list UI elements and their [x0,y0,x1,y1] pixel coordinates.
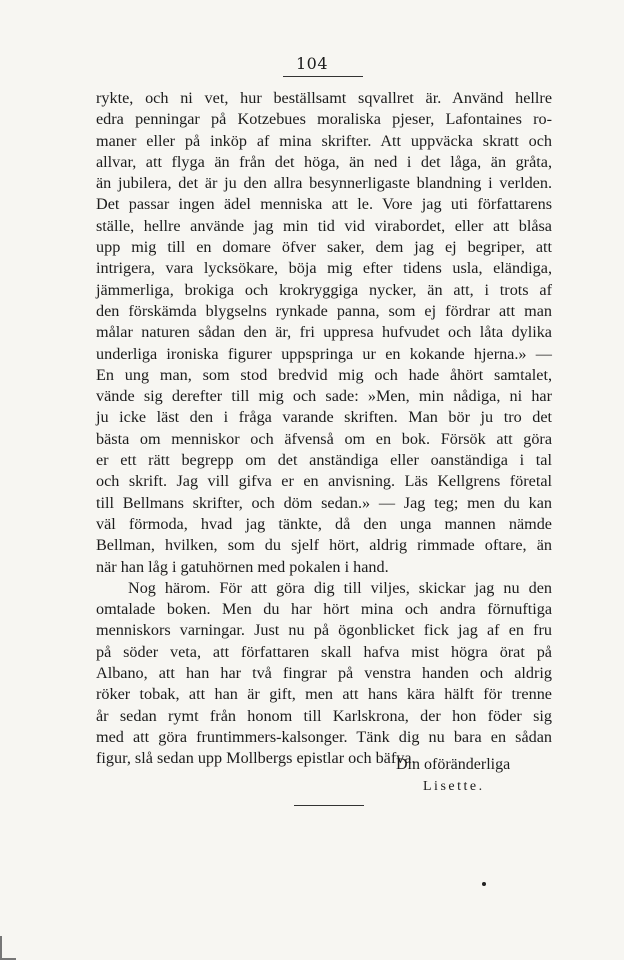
text-line: till Bellmans skrifter, och döm sedan.» — Jag teg; men du kan [96,493,552,512]
text-line: intrigera, vara lycksökare, böja mig efter tidens usla, eländiga, [96,259,552,278]
text-line: bästa om menniskor och äfvenså om en bok. Försök att göra [96,429,552,448]
text-line: ställe, hellre använde jag min tid vid virabordet, eller att blåsa [96,216,552,235]
text-line: Det passar ingen ädel menniska att le. Vore jag uti författarens [96,195,552,214]
page-number: 104 [295,54,329,73]
text-line: edra penningar på Kotzebues moraliska pjeser, Lafontaines ro- [96,110,552,129]
signature-name: Lisette. [423,779,485,794]
header-rule [283,76,363,77]
text-line: er ett rätt begrepp om det anständiga eller oanständiga i tal [96,451,552,470]
text-line: menniskors varningar. Just nu på ögonblicket fick jag af en fru [96,621,552,640]
text-line: jämmerliga, brokiga och krokryggiga nycker, än att, i trots af [96,280,552,299]
text-line: Bellman, hvilken, som du sjelf hört, aldrig rimmade oftare, än [96,536,552,555]
text-line: maner eller på inköp af mina skrifter. Att uppväcka skratt och [96,131,552,150]
text-line: Nog härom. För att göra dig till viljes, skickar jag nu den [128,578,552,597]
text-line: Albano, att han har två fingrar på venstra handen och aldrig [96,664,552,683]
text-line: underliga ironiska figurer uppspringa ur en kokande hjerna.» — [96,344,552,363]
signature-closing: Din oföränderliga [396,756,511,773]
end-rule [294,805,364,806]
body-text [96,88,552,770]
text-line: än jubilera, det är ju den allra besynnerligaste blandning i verlden. [96,174,552,193]
text-line: när han låg i gatuhörnen med pokalen i hand. [96,557,389,576]
text-line: allvar, att flyga än från det höga, än ned i det låga, än gråta, [96,152,552,171]
text-line: figur, slå sedan upp Mollbergs epistlar och bäfva. [96,749,416,768]
text-line: och skrift. Jag vill gifva er en anvisning. Läs Kellgrens företal [96,472,552,491]
text-line: ju icke läst den i fråga varande skriften. Man bör ju tro det [96,408,552,427]
text-line: med att göra fruntimmers-kalsonger. Tänk dig nu bara en sådan [96,727,552,746]
text-line: vände sig derefter till mig och sade: »Men, min nådiga, ni har [96,387,552,406]
text-line: år sedan rymt från honom till Karlskrona, der hon föder sig [96,706,552,725]
text-line: rykte, och ni vet, hur beställsamt sqvallret är. Använd hellre [96,89,552,107]
text-line: omtalade boken. Men du har hört mina och andra förnuftiga [96,600,552,619]
text-line: röker tobak, att han är gift, men att hans kära hälft för trenne [96,685,552,704]
text-line: den förskämda blygselns rynkade panna, som ej fördrar att man [96,301,552,320]
text-line: En ung man, som stod bredvid mig och hade åhört samtalet, [96,365,552,384]
text-line: målar naturen sådan den är, fri uppresa hufvudet och låta dylika [96,323,552,342]
ink-speck [482,882,486,886]
text-line: väl förmoda, hvad jag tänkte, då den unga mannen nämde [96,514,552,533]
text-line: upp mig till en domare öfver saker, dem jag ej begriper, att [96,238,552,257]
page-edge-mark [0,936,16,960]
text-line: på söder veta, att författaren skall hafva mist högra örat på [96,642,552,661]
